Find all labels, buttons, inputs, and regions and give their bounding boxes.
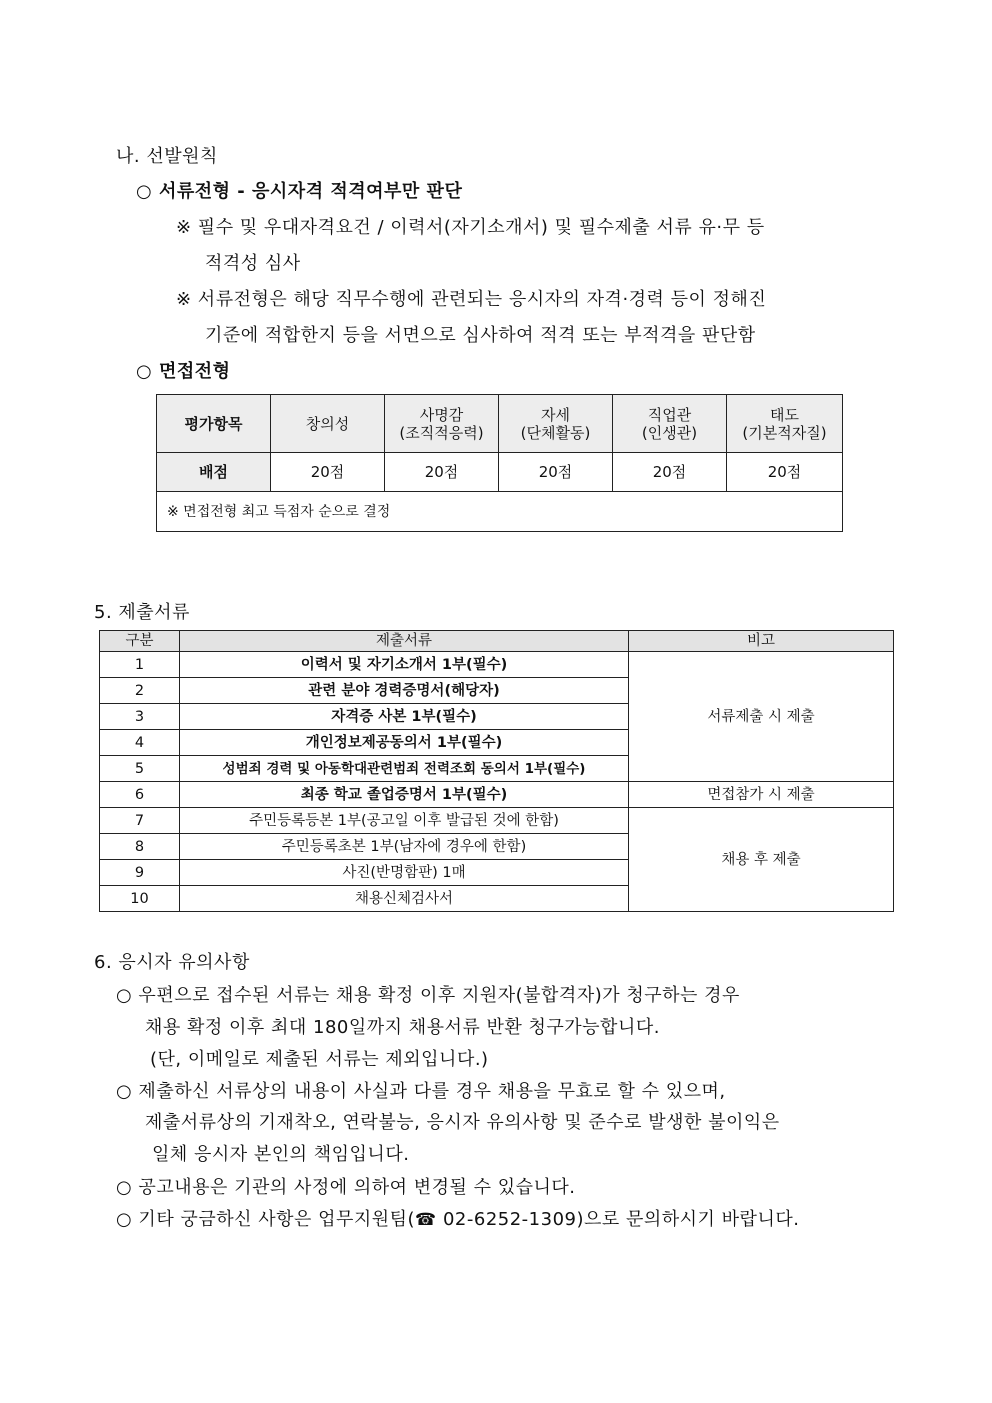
row-doc: 최종 학교 졸업증명서 1부(필수) <box>180 782 629 808</box>
notice-item4-suffix: )으로 문의하시기 바랍니다. <box>576 1209 800 1230</box>
interview-score-row <box>157 453 843 492</box>
phone-icon: ☎ <box>415 1210 437 1230</box>
remark-group1: 서류제출 시 제출 <box>629 652 894 782</box>
table-row <box>100 808 894 834</box>
row-no: 5 <box>100 756 180 782</box>
header-remark: 비고 <box>629 631 894 652</box>
table-row <box>100 782 894 808</box>
row-no: 4 <box>100 730 180 756</box>
remark-group2: 면접참가 시 제출 <box>629 782 894 808</box>
header-doc: 제출서류 <box>180 631 629 652</box>
criteria-sub: (인생관) <box>641 423 698 442</box>
row-no: 1 <box>100 652 180 678</box>
notice-item1-line1: ○ 우편으로 접수된 서류는 채용 확정 이후 지원자(불합격자)가 청구하는 경우 <box>116 985 740 1006</box>
docs-header-row <box>100 631 894 652</box>
row-doc: 주민등록초본 1부(남자에 경우에 한함) <box>180 834 629 860</box>
criteria-name: 태도 <box>770 405 799 424</box>
row-no: 7 <box>100 808 180 834</box>
notice-item1-line2: 채용 확정 이후 최대 180일까지 채용서류 반환 청구가능합니다. <box>145 1017 660 1038</box>
notice-item2-line3: 일체 응시자 본인의 책임입니다. <box>152 1144 410 1165</box>
row-no: 9 <box>100 860 180 886</box>
criteria-cell <box>613 395 727 453</box>
row-no: 6 <box>100 782 180 808</box>
criteria-sub: (단체활동) <box>520 423 591 442</box>
score-cell: 20점 <box>385 453 499 492</box>
interview-note: ※ 면접전형 최고 득점자 순으로 결정 <box>157 492 843 532</box>
interview-heading: ○ 면접전형 <box>136 361 231 382</box>
score-label: 배점 <box>157 453 271 492</box>
row-doc: 관련 분야 경력증명서(해당자) <box>180 678 629 704</box>
section6-title: 6. 응시자 유의사항 <box>94 952 250 973</box>
remark-group3: 채용 후 제출 <box>629 808 894 912</box>
section5-title: 5. 제출서류 <box>94 602 190 623</box>
document-screening-note2-line2: 기준에 적합한지 등을 서면으로 심사하여 적격 또는 부적격을 판단함 <box>205 325 756 346</box>
criteria-cell <box>499 395 613 453</box>
row-doc: 개인정보제공동의서 1부(필수) <box>180 730 629 756</box>
criteria-sub: (조직적응력) <box>399 423 484 442</box>
row-no: 8 <box>100 834 180 860</box>
contact-phone: 02-6252-1309 <box>442 1209 577 1230</box>
document-screening-heading: ○ 서류전형 - 응시자격 적격여부만 판단 <box>136 181 463 202</box>
criteria-name: 자세 <box>541 405 570 424</box>
row-no: 10 <box>100 886 180 912</box>
notice-item4 <box>116 1205 799 1231</box>
criteria-name: 직업관 <box>647 405 692 424</box>
criteria-cell <box>385 395 499 453</box>
row-doc: 이력서 및 자기소개서 1부(필수) <box>180 652 629 678</box>
table-row <box>100 652 894 678</box>
document-screening-note2-line1: ※ 서류전형은 해당 직무수행에 관련되는 응시자의 자격·경력 등이 정해진 <box>176 289 767 310</box>
submission-documents-table <box>99 630 894 912</box>
criteria-name: 창의성 <box>305 414 350 433</box>
document-screening-note1-line1: ※ 필수 및 우대자격요건 / 이력서(자기소개서) 및 필수제출 서류 유·무 등 <box>176 217 765 238</box>
row-no: 2 <box>100 678 180 704</box>
score-cell: 20점 <box>271 453 385 492</box>
score-cell: 20점 <box>613 453 727 492</box>
row-doc: 주민등록등본 1부(공고일 이후 발급된 것에 한함) <box>180 808 629 834</box>
criteria-cell <box>727 395 843 453</box>
notice-item2-line2: 제출서류상의 기재착오, 연락불능, 응시자 유의사항 및 준수로 발생한 불이익은 <box>145 1112 780 1133</box>
section-na-title: 나. 선발원칙 <box>116 146 218 167</box>
notice-item4-prefix: ○ 기타 궁금하신 사항은 업무지원팀( <box>116 1209 416 1230</box>
notice-item2-line1: ○ 제출하신 서류상의 내용이 사실과 다를 경우 채용을 무효로 할 수 있으며, <box>116 1081 726 1102</box>
interview-header-row <box>157 395 843 453</box>
criteria-name: 사명감 <box>419 405 464 424</box>
notice-item3: ○ 공고내용은 기관의 사정에 의하여 변경될 수 있습니다. <box>116 1177 576 1198</box>
row-doc: 채용신체검사서 <box>180 886 629 912</box>
criteria-cell <box>271 395 385 453</box>
row-no: 3 <box>100 704 180 730</box>
row-doc: 자격증 사본 1부(필수) <box>180 704 629 730</box>
header-no: 구분 <box>100 631 180 652</box>
row-doc: 사진(반명함판) 1매 <box>180 860 629 886</box>
notice-item1-line3: (단, 이메일로 제출된 서류는 제외입니다.) <box>150 1049 489 1070</box>
document-screening-note1-line2: 적격성 심사 <box>205 253 301 274</box>
interview-note-row <box>157 492 843 532</box>
row-doc: 성범죄 경력 및 아동학대관련범죄 전력조회 동의서 1부(필수) <box>180 756 629 782</box>
score-cell: 20점 <box>727 453 843 492</box>
score-cell: 20점 <box>499 453 613 492</box>
criteria-header-label: 평가항목 <box>157 395 271 453</box>
criteria-sub: (기본적자질) <box>742 423 827 442</box>
interview-criteria-table <box>156 394 843 532</box>
